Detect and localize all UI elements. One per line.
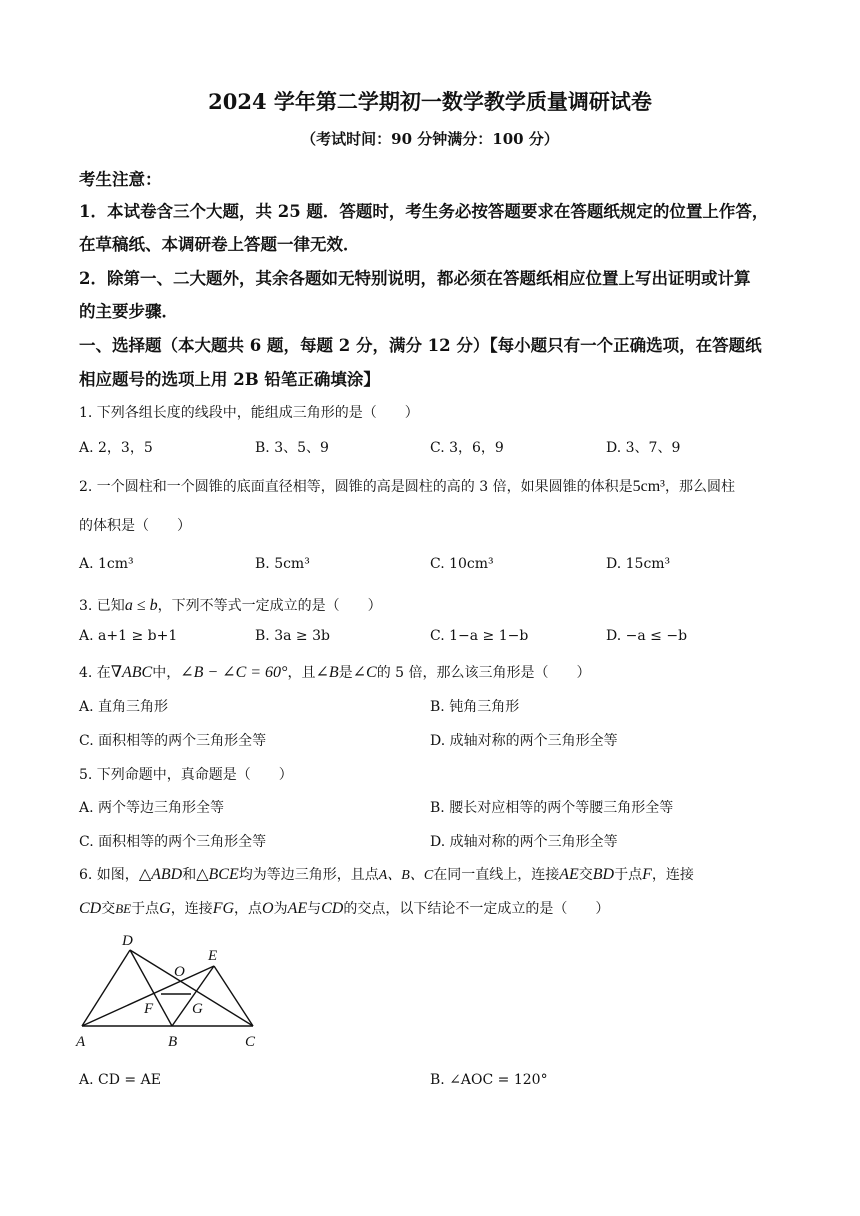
notice-item-2-line-2: 的主要步骤． — [79, 302, 178, 321]
page-title: 2024 学年第二学期初一数学教学质量调研试卷 — [208, 89, 652, 114]
question-3-condition-math: a ≤ b — [124, 597, 158, 614]
section-1-heading-line-2: 相应题号的选项上用 2B 铅笔正确填涂】 — [79, 370, 380, 389]
question-2-stem-line-2: 的体积是（ ） — [79, 518, 191, 534]
question-4-option-b: B. 钝角三角形 — [430, 699, 520, 715]
question-1-option-b: B. 3、5、9 — [255, 440, 329, 456]
question-4-text-3: ，且 — [287, 665, 316, 681]
question-1-stem: 1. 下列各组长度的线段中，能组成三角形的是（ ） — [79, 405, 419, 421]
label-e: E — [208, 948, 218, 964]
question-3-option-a: A. a+1 ≥ b+1 — [79, 628, 178, 644]
question-6-text: ，点 — [234, 901, 263, 917]
question-4-text-2: 中， — [152, 665, 181, 681]
notice-item-2-line-1: 2．除第一、二大题外，其余各题如无特别说明，都必须在答题纸相应位置上写出证明或计算 — [79, 269, 751, 288]
question-2-option-a: A. 1cm³ — [79, 556, 134, 572]
question-6-text: ，连接 — [651, 867, 694, 883]
question-6-math: CD — [321, 900, 344, 917]
question-6-text: 交 — [101, 901, 116, 917]
question-4-math-angle-b: ∠B — [315, 664, 339, 681]
question-4-math-angle-c: ∠C — [352, 664, 377, 681]
question-2-stem-text-2: ，那么圆柱 — [664, 479, 735, 495]
question-4-text-1: 4. 在 — [79, 665, 111, 681]
question-6-text: 于点 — [614, 867, 643, 883]
question-6-text: 与 — [307, 901, 322, 917]
question-4-math-triangle: ∇ABC — [110, 664, 153, 681]
question-4-math-angle-diff: ∠B − ∠C = 60° — [180, 664, 288, 681]
question-5-option-c: C. 面积相等的两个三角形全等 — [79, 834, 267, 850]
question-6-math: BD — [592, 866, 615, 883]
line-ec — [214, 966, 253, 1026]
question-6-text: 和 — [182, 867, 197, 883]
question-6-text: 的交点，以下结论不一定成立的是（ ） — [343, 901, 610, 917]
label-f: F — [144, 1001, 154, 1017]
question-4-option-c: C. 面积相等的两个三角形全等 — [79, 733, 267, 749]
question-6-math: G — [159, 900, 171, 917]
question-6-text: 为 — [273, 901, 288, 917]
question-6-text: 6. 如图， — [79, 867, 139, 883]
question-6-option-a: A. CD = AE — [79, 1072, 161, 1088]
question-3-option-b: B. 3a ≥ 3b — [255, 628, 330, 644]
question-6-text: 均为等边三角形，且点 — [238, 867, 379, 883]
question-5-stem: 5. 下列命题中，真命题是（ ） — [79, 767, 293, 783]
exam-info: （考试时间：90 分钟满分：100 分） — [301, 130, 559, 148]
question-4-option-a: A. 直角三角形 — [79, 699, 169, 715]
notice-item-1-line-2: 在草稿纸、本调研卷上答题一律无效． — [79, 235, 360, 254]
question-5-option-a: A. 两个等边三角形全等 — [79, 800, 225, 816]
question-2-option-c: C. 10cm³ — [430, 556, 494, 572]
question-6-math: AE — [559, 866, 579, 883]
question-6-option-b: B. ∠AOC = 120° — [430, 1072, 548, 1088]
notice-item-1-line-1: 1．本试卷含三个大题，共 25 题．答题时，考生务必按答题要求在答题纸规定的位置上作答， — [79, 202, 769, 221]
question-6-stem-line-2 — [79, 898, 609, 918]
question-1-option-c: C. 3，6，9 — [430, 440, 504, 456]
question-6-math: F — [642, 866, 652, 883]
question-3-stem-text-2: ，下列不等式一定成立的是（ ） — [157, 598, 382, 614]
question-3-stem-text: 3. 已知 — [79, 598, 125, 614]
question-6-math: FG — [212, 900, 235, 917]
question-1-option-d: D. 3、7、9 — [606, 440, 681, 456]
question-2-option-d: D. 15cm³ — [606, 556, 671, 572]
question-1-option-a: A. 2，3，5 — [79, 440, 153, 456]
label-d: D — [122, 933, 133, 949]
label-g: G — [192, 1001, 203, 1017]
question-6-text: ，连接 — [170, 901, 213, 917]
question-5-option-b: B. 腰长对应相等的两个等腰三角形全等 — [430, 800, 674, 816]
question-6-math: AE — [287, 900, 308, 917]
line-ae — [82, 966, 214, 1026]
question-4-option-d: D. 成轴对称的两个三角形全等 — [430, 733, 618, 749]
label-a: A — [76, 1034, 86, 1050]
question-6-math: △BCE — [196, 866, 239, 883]
question-6-stem-line-1 — [79, 864, 694, 884]
question-3-option-c: C. 1−a ≥ 1−b — [430, 628, 529, 644]
question-3-option-d: D. −a ≤ −b — [606, 628, 688, 644]
question-6-text: 于点 — [131, 901, 160, 917]
label-c: C — [245, 1034, 256, 1050]
question-6-math: A、B、C — [378, 868, 434, 883]
question-5-option-d: D. 成轴对称的两个三角形全等 — [430, 834, 618, 850]
question-6-math: △ABD — [138, 866, 183, 883]
question-2-option-b: B. 5cm³ — [255, 556, 310, 572]
question-2-stem-text: 2. 一个圆柱和一个圆锥的底面直径相等，圆锥的高是圆柱的高的 3 倍，如果圆锥的体积是 — [79, 479, 633, 495]
question-6-math: O — [262, 900, 274, 917]
question-4-text-5: 的 5 倍，那么该三角形是（ ） — [376, 665, 591, 681]
label-o: O — [174, 964, 185, 980]
notice-heading: 考生注意： — [79, 170, 162, 189]
question-6-math: BE — [115, 901, 132, 916]
geometry-figure — [72, 930, 267, 1055]
question-6-text: 在同一直线上，连接 — [433, 867, 560, 883]
question-4-stem — [79, 662, 591, 682]
question-2-volume-math: 5cm³ — [632, 478, 665, 495]
section-1-heading-line-1: 一、选择题（本大题共 6 题，每题 2 分，满分 12 分）【每小题只有一个正确选项，在答题纸 — [79, 336, 762, 355]
question-6-text: 交 — [578, 867, 593, 883]
question-6-math: CD — [79, 900, 102, 917]
label-b: B — [168, 1034, 178, 1050]
question-4-text-4: 是 — [338, 665, 353, 681]
question-2-stem-line-1 — [79, 476, 735, 496]
question-3-stem — [79, 595, 382, 615]
